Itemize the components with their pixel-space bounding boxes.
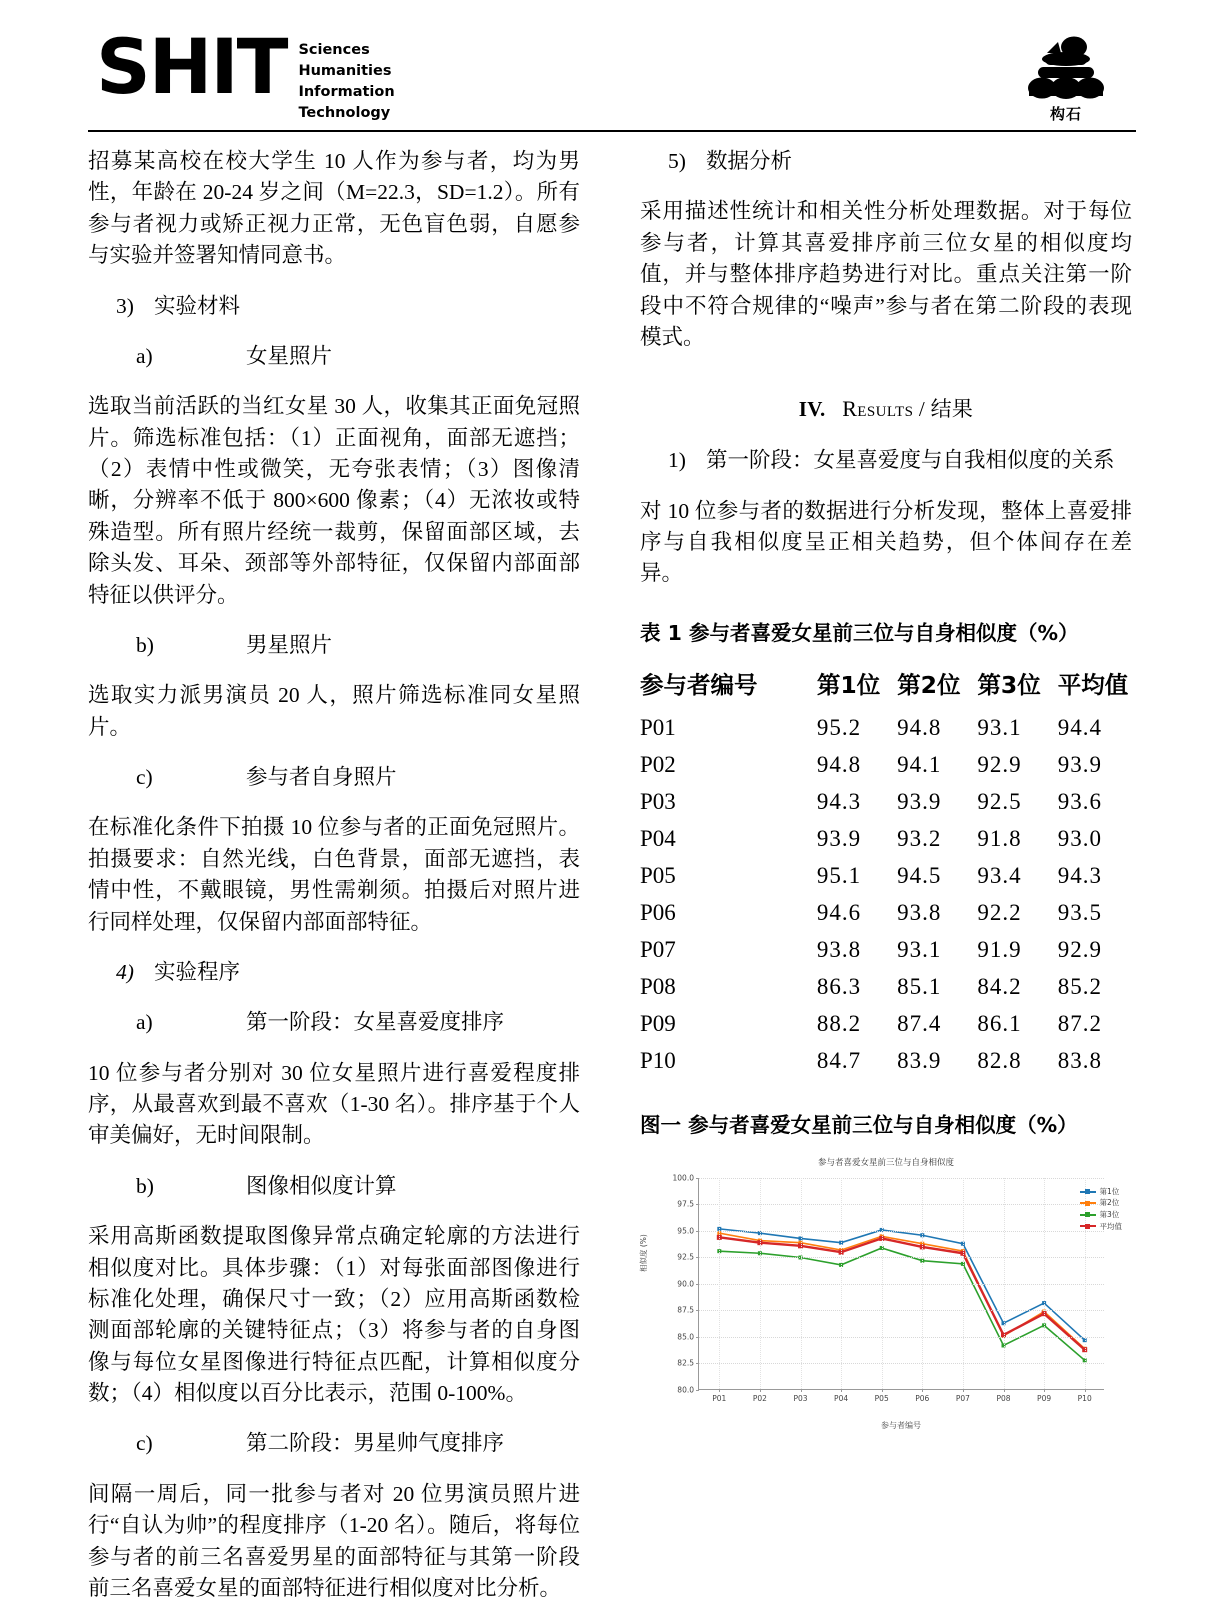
cell-participant-id: P10 bbox=[640, 1048, 676, 1074]
chart-legend-swatch bbox=[1080, 1202, 1096, 1204]
subheading-female-photos bbox=[88, 341, 580, 372]
chart-x-tick-label: P09 bbox=[1037, 1393, 1052, 1403]
cell-rank1: 94.3 bbox=[816, 789, 862, 815]
chart-x-tick-mark bbox=[922, 1389, 923, 1392]
cell-participant-id: P01 bbox=[640, 715, 676, 741]
cell-average: 94.4 bbox=[1057, 715, 1102, 741]
chart-x-tick-mark bbox=[760, 1389, 761, 1392]
chart-y-tick-label: 82.5 bbox=[677, 1358, 694, 1368]
table-row bbox=[640, 784, 1132, 821]
chart-y-tick-mark bbox=[696, 1310, 699, 1311]
paragraph-result-phase1: 对 10 位参与者的数据进行分析发现，整体上喜爱排序与自我相似度呈正相关趋势，但个体间存在差异。 bbox=[640, 498, 1132, 586]
cell-rank1: 94.8 bbox=[816, 752, 862, 778]
chart-title: 参与者喜爱女星前三位与自身相似度 bbox=[817, 1157, 954, 1168]
subheading-male-photos bbox=[88, 630, 580, 661]
chart-legend-label: 第1位 bbox=[1099, 1186, 1120, 1196]
cell-average: 85.2 bbox=[1057, 974, 1102, 1000]
chart-y-tick-mark bbox=[696, 1178, 699, 1179]
paragraph-male-photos: 选取实力派男演员 20 人，照片筛选标准同女星照片。 bbox=[88, 683, 580, 739]
table-row bbox=[640, 821, 1132, 858]
cell-average: 93.0 bbox=[1057, 826, 1102, 852]
cell-rank2: 93.1 bbox=[897, 937, 942, 963]
logo-expansion-line-4: Technology bbox=[298, 105, 391, 122]
cell-rank1: 93.8 bbox=[816, 937, 862, 963]
subheading-similarity-number: b) bbox=[136, 1173, 154, 1198]
chart-legend bbox=[1080, 1186, 1123, 1233]
chart-y-tick-mark bbox=[696, 1337, 699, 1338]
chart-legend-item bbox=[1080, 1221, 1123, 1233]
section-number: IV. bbox=[798, 397, 826, 422]
cell-rank1: 93.9 bbox=[816, 826, 862, 852]
subheading-female-photos-number: a) bbox=[136, 343, 153, 368]
cell-rank3: 86.1 bbox=[977, 1011, 1022, 1037]
table-row bbox=[640, 969, 1132, 1006]
chart-y-tick-label: 97.5 bbox=[677, 1199, 694, 1209]
chart-y-tick-mark bbox=[696, 1257, 699, 1258]
chart-x-tick-mark bbox=[882, 1389, 883, 1392]
chart-y-tick-mark bbox=[696, 1204, 699, 1205]
cell-participant-id: P04 bbox=[640, 826, 676, 852]
heading-materials-label: 实验材料 bbox=[154, 293, 241, 318]
chart-legend-item bbox=[1080, 1209, 1123, 1221]
paragraph-female-photos: 选取当前活跃的当红女星 30 人，收集其正面免冠照片。筛选标准包括：（1）正面视角，面部无遮挡；（2）表情中性或微笑，无夸张表情；（3）图像清晰，分辨率不低于 800×600 像素；（4）无浓妆或特殊造型。所有照片经统一裁剪，保留面部区域，去除头发、耳朵、颈部等外部特征，仅保留内部面部特征以供评分。 bbox=[88, 394, 580, 607]
paragraph-participants: 招募某高校在校大学生 10 人作为参与者，均为男性，年龄在 20-24 岁之间（M=22.3，SD=1.2）。所有参与者视力或矫正视力正常，无色盲色弱，自愿参与实验并签署知情同意书。 bbox=[88, 149, 580, 268]
subheading-female-photos-label: 女星照片 bbox=[246, 343, 333, 368]
table-row bbox=[640, 858, 1132, 895]
chart-x-tick-label: P07 bbox=[955, 1393, 970, 1403]
cell-rank2: 93.9 bbox=[897, 789, 942, 815]
chart-y-tick-mark bbox=[696, 1231, 699, 1232]
chart-series-line bbox=[719, 1233, 1084, 1349]
chart-vertical-gridline bbox=[882, 1178, 883, 1389]
cell-rank1: 86.3 bbox=[816, 974, 862, 1000]
chart-legend-swatch bbox=[1080, 1191, 1096, 1193]
heading-data-analysis bbox=[640, 146, 1132, 177]
chart-vertical-gridline bbox=[801, 1178, 802, 1389]
cell-rank2: 94.1 bbox=[897, 752, 942, 778]
paragraph-data-analysis: 采用描述性统计和相关性分析处理数据。对于每位参与者，计算其喜爱排序前三位女星的相似度均值，并与整体排序趋势进行对比。重点关注第一阶段中不符合规律的“噪声”参与者在第二阶段的表现模式。 bbox=[640, 199, 1132, 349]
cell-rank3: 92.5 bbox=[977, 789, 1022, 815]
subheading-similarity-label: 图像相似度计算 bbox=[246, 1173, 397, 1198]
chart-x-tick-mark bbox=[841, 1389, 842, 1392]
chart-vertical-gridline bbox=[963, 1178, 964, 1389]
chart-legend-swatch bbox=[1080, 1214, 1096, 1216]
subheading-male-photos-number: b) bbox=[136, 632, 154, 657]
chart-x-tick-label: P03 bbox=[793, 1393, 808, 1403]
cell-rank3: 93.1 bbox=[977, 715, 1022, 741]
cell-average: 92.9 bbox=[1057, 937, 1102, 963]
cell-average: 94.3 bbox=[1057, 863, 1102, 889]
cell-rank2: 93.2 bbox=[897, 826, 942, 852]
cell-rank1: 94.6 bbox=[816, 900, 862, 926]
chart-vertical-gridline bbox=[1044, 1178, 1045, 1389]
cell-average: 83.8 bbox=[1057, 1048, 1102, 1074]
cell-rank3: 92.9 bbox=[977, 752, 1022, 778]
chart-legend-label: 第3位 bbox=[1099, 1210, 1120, 1219]
cell-rank1: 84.7 bbox=[816, 1048, 862, 1074]
cell-participant-id: P09 bbox=[640, 1011, 676, 1037]
cell-average: 87.2 bbox=[1057, 1011, 1102, 1037]
subheading-phase1-number: a) bbox=[136, 1010, 153, 1035]
heading-materials bbox=[88, 291, 580, 322]
heading-result-phase1-label: 第一阶段：女星喜爱度与自我相似度的关系 bbox=[706, 448, 1115, 473]
subheading-self-photos-label: 参与者自身照片 bbox=[246, 765, 397, 789]
cell-participant-id: P05 bbox=[640, 863, 676, 889]
chart-series-line bbox=[719, 1248, 1084, 1360]
subheading-similarity bbox=[88, 1171, 580, 1202]
chart-x-tick-label: P10 bbox=[1077, 1393, 1092, 1403]
cell-rank1: 88.2 bbox=[816, 1011, 862, 1037]
cell-rank3: 92.2 bbox=[977, 900, 1022, 926]
cell-rank1: 95.1 bbox=[816, 863, 862, 889]
cell-participant-id: P02 bbox=[640, 752, 676, 778]
chart-legend-swatch bbox=[1080, 1225, 1096, 1227]
section-title-separator: / bbox=[918, 397, 926, 422]
table-col-rank3: 第3位 bbox=[977, 670, 1041, 699]
cell-rank1: 95.2 bbox=[816, 715, 862, 741]
chart-x-tick-label: P01 bbox=[712, 1393, 727, 1403]
section-heading-results bbox=[640, 393, 1132, 423]
chart-y-tick-label: 90.0 bbox=[677, 1279, 694, 1289]
paragraph-self-photos: 在标准化条件下拍摄 10 位参与者的正面免冠照片。拍摄要求：自然光线，白色背景，面部无遮挡，表情中性，不戴眼镜，男性需剃须。拍摄后对照片进行同样处理，仅保留内部面部特征。 bbox=[88, 815, 580, 934]
chart-y-tick-mark bbox=[696, 1390, 699, 1391]
subheading-self-photos bbox=[88, 762, 580, 793]
subheading-phase2-label: 第二阶段：男星帅气度排序 bbox=[246, 1431, 505, 1456]
chart-x-tick-mark bbox=[1004, 1389, 1005, 1392]
table-row bbox=[640, 895, 1132, 932]
logo-expansion-line-1: Sciences bbox=[298, 42, 370, 58]
table-col-participant-id: 参与者编号 bbox=[640, 670, 758, 699]
publisher-logo bbox=[1018, 34, 1114, 124]
cell-rank3: 91.8 bbox=[977, 826, 1022, 852]
section-title-en: Results bbox=[842, 396, 914, 422]
subheading-self-photos-number: c) bbox=[136, 765, 153, 789]
stacked-stones-icon bbox=[1025, 34, 1107, 102]
chart-plot-area bbox=[672, 1173, 1104, 1403]
chart-vertical-gridline bbox=[1004, 1178, 1005, 1389]
page-masthead bbox=[88, 22, 1136, 128]
subheading-phase2-number: c) bbox=[136, 1431, 153, 1456]
chart-y-tick-label: 100.0 bbox=[672, 1173, 694, 1183]
left-column bbox=[88, 146, 580, 1623]
chart-vertical-gridline bbox=[760, 1178, 761, 1389]
cell-rank2: 94.5 bbox=[897, 863, 942, 889]
chart-x-tick-label: P06 bbox=[915, 1393, 930, 1403]
cell-rank3: 84.2 bbox=[977, 974, 1022, 1000]
chart-x-tick-label: P05 bbox=[874, 1393, 889, 1403]
cell-rank2: 87.4 bbox=[897, 1011, 942, 1037]
table-row bbox=[640, 1043, 1132, 1080]
table-body bbox=[640, 710, 1132, 1080]
logo-expansion bbox=[298, 40, 394, 124]
subheading-phase1 bbox=[88, 1007, 580, 1038]
cell-participant-id: P07 bbox=[640, 937, 676, 963]
chart-x-tick-mark bbox=[719, 1389, 720, 1392]
heading-materials-number: 3) bbox=[116, 293, 134, 318]
table-row bbox=[640, 710, 1132, 747]
similarity-table bbox=[640, 664, 1132, 1080]
chart-vertical-gridline bbox=[922, 1178, 923, 1389]
paragraph-similarity: 采用高斯函数提取图像异常点确定轮廓的方法进行相似度对比。具体步骤：（1）对每张面部图像进行标准化处理，确保尺寸一致；（2）应用高斯函数检测面部轮廓的关键特征点；（3）将参与者的自身图像与每位女星图像进行特征点匹配，计算相似度分数；（4）相似度以百分比表示，范围 0-100%。 bbox=[88, 1224, 580, 1405]
publisher-name: 构石 bbox=[1049, 105, 1082, 123]
chart-y-tick-label: 87.5 bbox=[677, 1305, 694, 1315]
heading-result-phase1-number: 1) bbox=[668, 448, 686, 473]
header-divider bbox=[88, 130, 1136, 132]
paragraph-phase1: 10 位参与者分别对 30 位女星照片进行喜爱程度排序，从最喜欢到最不喜欢（1-30 名）。排序基于个人审美偏好，无时间限制。 bbox=[88, 1060, 580, 1148]
heading-data-analysis-number: 5) bbox=[668, 149, 686, 173]
heading-procedure-label: 实验程序 bbox=[154, 959, 241, 984]
subheading-phase1-label: 第一阶段：女星喜爱度排序 bbox=[246, 1010, 505, 1035]
chart-x-tick-mark bbox=[1044, 1389, 1045, 1392]
table-col-rank2: 第2位 bbox=[897, 670, 961, 699]
subheading-phase2 bbox=[88, 1428, 580, 1459]
heading-procedure bbox=[88, 957, 580, 988]
chart-x-tick-mark bbox=[963, 1389, 964, 1392]
chart-legend-label: 第2位 bbox=[1099, 1198, 1120, 1208]
chart-x-axis-label: 参与者编号 bbox=[881, 1420, 921, 1430]
cell-participant-id: P03 bbox=[640, 789, 676, 815]
cell-average: 93.5 bbox=[1057, 900, 1102, 926]
cell-rank2: 83.9 bbox=[897, 1048, 942, 1074]
cell-average: 93.9 bbox=[1057, 752, 1102, 778]
chart-y-tick-label: 80.0 bbox=[677, 1385, 694, 1395]
logo-expansion-line-2: Humanities bbox=[298, 63, 392, 80]
table-row bbox=[640, 747, 1132, 784]
cell-rank2: 85.1 bbox=[897, 974, 942, 1000]
cell-rank2: 94.8 bbox=[897, 715, 942, 741]
table-row bbox=[640, 1006, 1132, 1043]
chart-x-tick-mark bbox=[1085, 1389, 1086, 1392]
cell-rank2: 93.8 bbox=[897, 900, 942, 926]
chart-legend-label: 平均值 bbox=[1099, 1221, 1122, 1231]
chart-y-tick-label: 95.0 bbox=[677, 1226, 694, 1236]
logo-expansion-line-3: Information bbox=[298, 84, 395, 101]
right-column bbox=[640, 146, 1132, 1442]
cell-rank3: 82.8 bbox=[977, 1048, 1022, 1074]
table-caption: 表 1 参与者喜爱女星前三位与自身相似度（%） bbox=[640, 620, 1079, 645]
chart-x-tick-label: P02 bbox=[752, 1393, 767, 1403]
chart-y-tick-label: 85.0 bbox=[677, 1332, 694, 1342]
paragraph-phase2: 间隔一周后，同一批参与者对 20 位男演员照片进行“自认为帅”的程度排序（1-20 名）。随后，将每位参与者的前三名喜爱男星的面部特征与其第一阶段前三名喜爱女星的面部特征进行相似度对比分析。 bbox=[88, 1481, 580, 1600]
chart-legend-item bbox=[1080, 1186, 1123, 1198]
table-header-row bbox=[640, 664, 1132, 710]
chart-y-tick-label: 92.5 bbox=[677, 1252, 694, 1262]
chart-y-tick-mark bbox=[696, 1363, 699, 1364]
chart-legend-item bbox=[1080, 1197, 1123, 1209]
section-title-cn: 结果 bbox=[930, 397, 974, 422]
cell-rank3: 91.9 bbox=[977, 937, 1022, 963]
logo-wordmark: SHIT bbox=[96, 22, 287, 111]
table-col-rank1: 第1位 bbox=[816, 670, 881, 699]
chart-x-tick-mark bbox=[801, 1389, 802, 1392]
chart-y-axis-label: 相似度 (%) bbox=[639, 1233, 648, 1272]
chart-x-tick-label: P08 bbox=[996, 1393, 1011, 1403]
table-row bbox=[640, 932, 1132, 969]
heading-result-phase1 bbox=[640, 445, 1132, 476]
chart-vertical-gridline bbox=[841, 1178, 842, 1389]
cell-average: 93.6 bbox=[1057, 789, 1102, 815]
heading-procedure-number: 4) bbox=[116, 959, 134, 984]
similarity-line-chart bbox=[640, 1152, 1132, 1442]
cell-rank3: 93.4 bbox=[977, 863, 1022, 889]
figure-caption: 图一 参与者喜爱女星前三位与自身相似度（%） bbox=[640, 1112, 1078, 1137]
table-col-average: 平均值 bbox=[1057, 670, 1129, 699]
chart-y-tick-mark bbox=[696, 1284, 699, 1285]
journal-logo bbox=[96, 22, 395, 124]
cell-participant-id: P08 bbox=[640, 974, 676, 1000]
subheading-male-photos-label: 男星照片 bbox=[246, 632, 333, 657]
chart-vertical-gridline bbox=[719, 1178, 720, 1389]
chart-x-tick-label: P04 bbox=[834, 1393, 849, 1403]
heading-data-analysis-label: 数据分析 bbox=[706, 149, 793, 173]
cell-participant-id: P06 bbox=[640, 900, 676, 926]
